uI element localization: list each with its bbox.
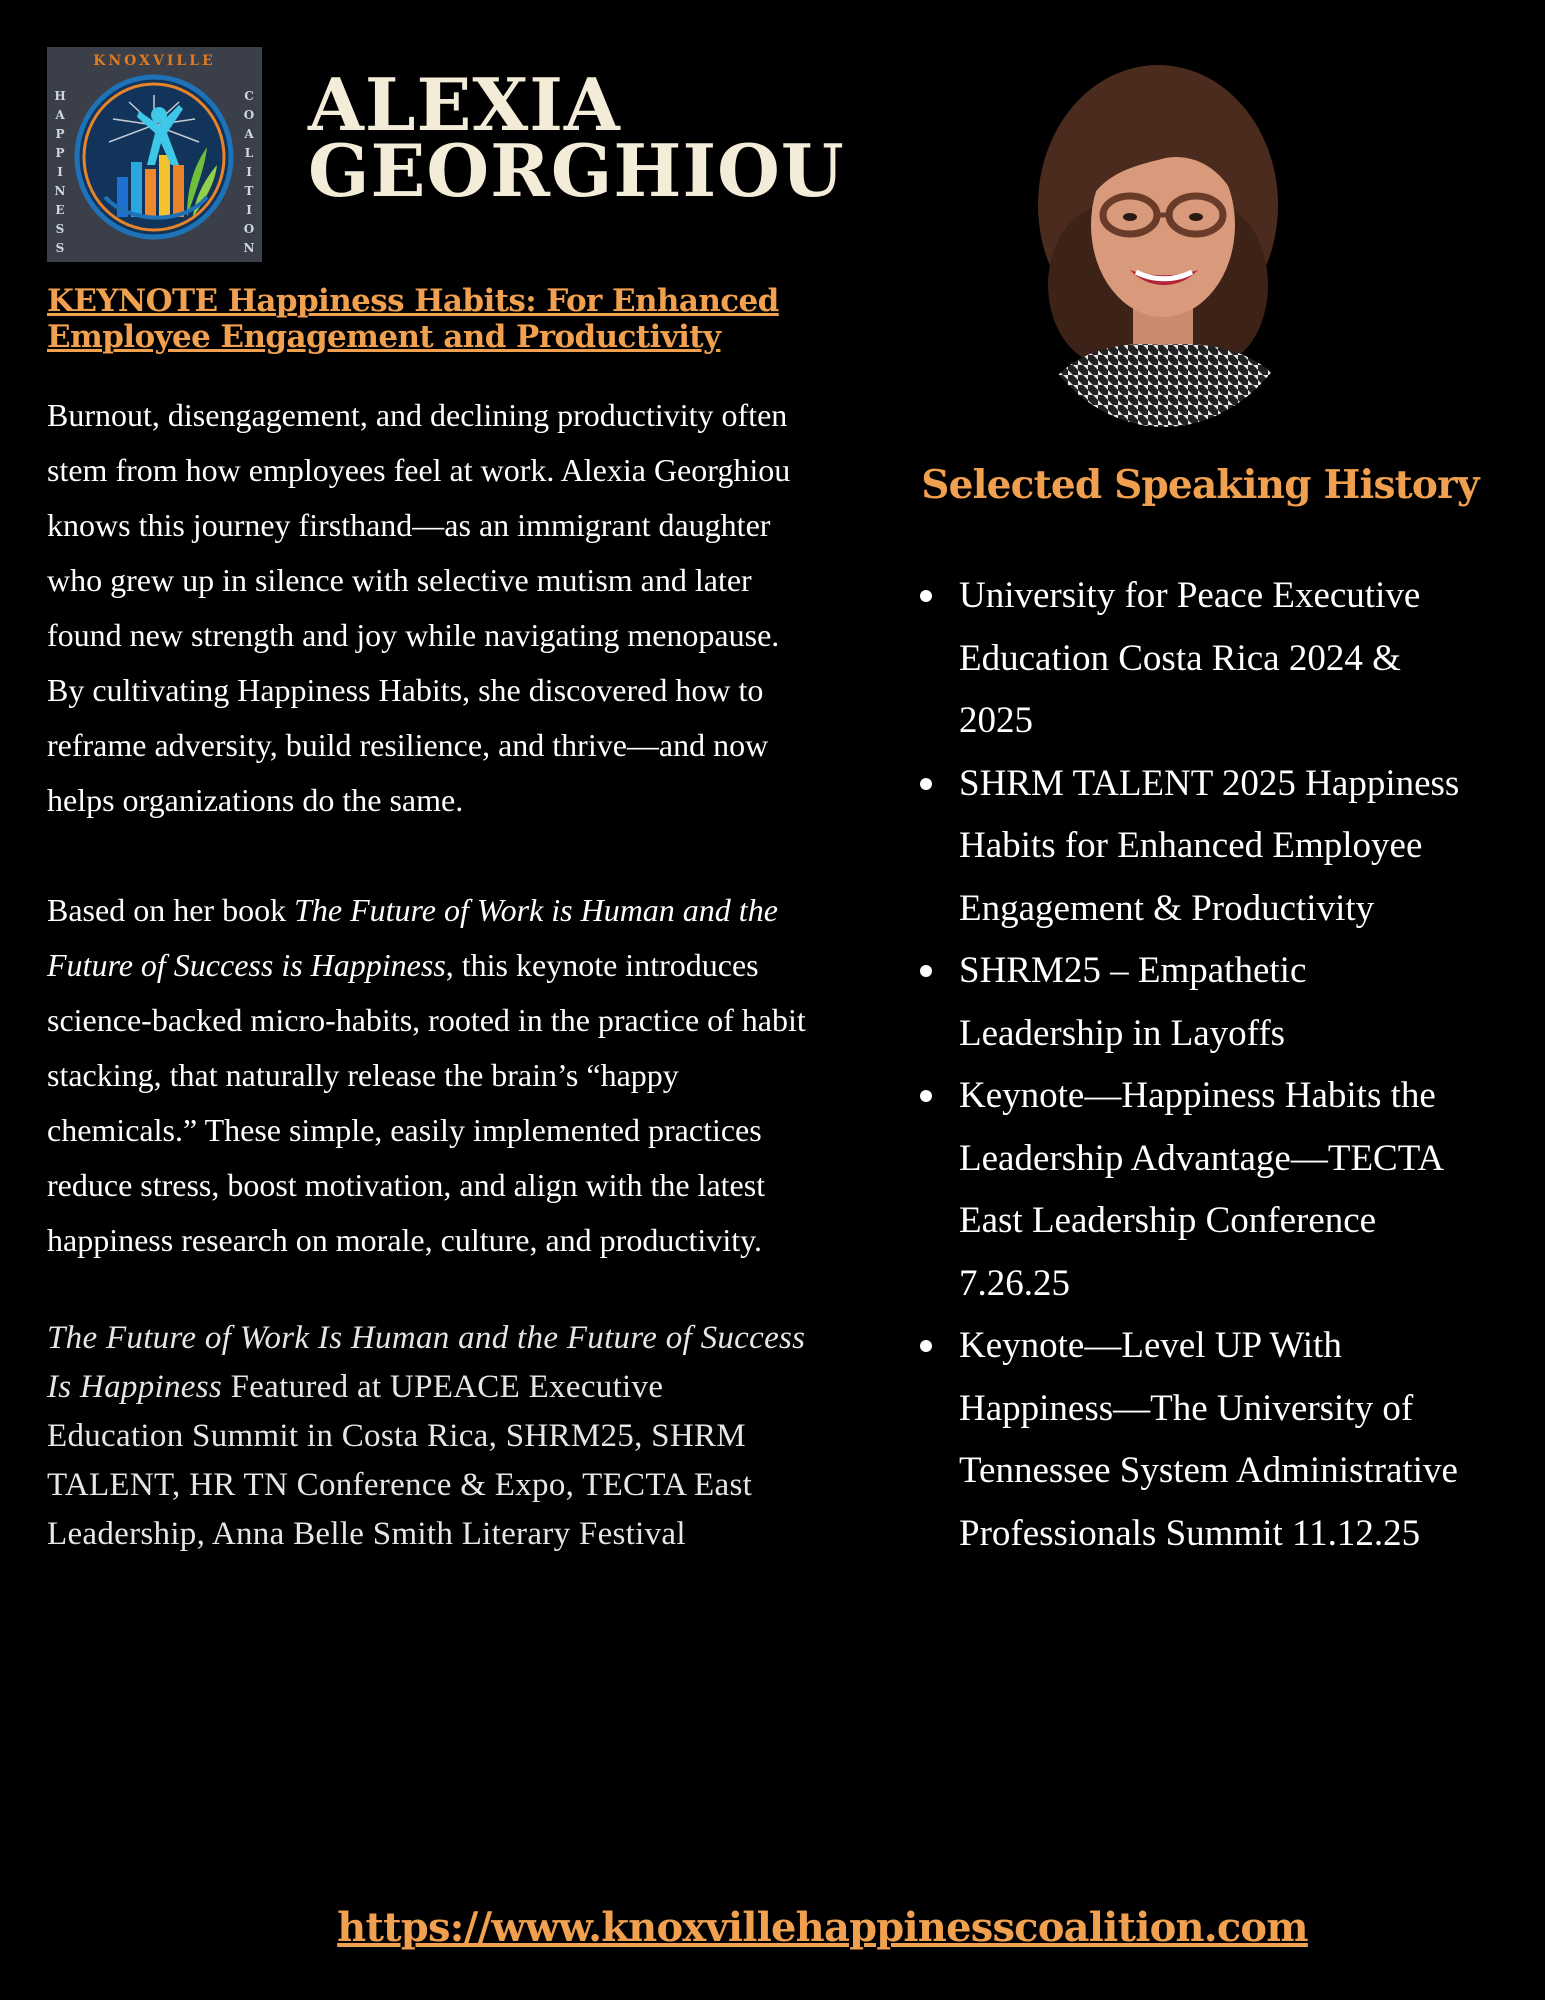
paragraph-2-prefix: Based on her book <box>47 892 295 928</box>
history-item <box>912 940 1472 1065</box>
logo-top-text: KNOXVILLE <box>93 53 216 69</box>
logo-left-text: H A P P I N E S S <box>54 89 66 255</box>
logo-right-text: C O A L I T I O N <box>243 89 255 255</box>
keynote-description <box>47 388 807 1559</box>
bullet-icon <box>920 965 932 977</box>
speaker-last-name: GEORGHIOU <box>308 128 845 213</box>
speaker-headshot <box>1008 55 1320 430</box>
featured-book-title: The Future of Work Is Human and the Future of Success Is Happiness <box>47 1320 806 1405</box>
featured-at-text <box>47 1314 807 1559</box>
history-item-text: Keynote—Level UP With Happiness—The University of Tennessee System Administrative Professionals Summit 11.12.25 <box>959 1325 1458 1554</box>
history-item <box>912 1065 1472 1315</box>
bullet-icon <box>920 778 932 790</box>
speaker-name <box>308 62 845 213</box>
bullet-icon <box>920 1340 932 1352</box>
keynote-title-link[interactable]: KEYNOTE Happiness Habits: For Enhanced Employee Engagement and Productivity <box>47 283 779 355</box>
history-item <box>912 1315 1472 1565</box>
keynote-paragraph-1: Burnout, disengagement, and declining productivity often stem from how employees feel at work. Alexia Georghiou knows this journey firsthand—as an immigrant daughter who grew up in silence with selective mutism and later found new strength and joy while navigating menopause. By cultivating Happiness Habits, she discovered how to reframe adversity, build resilience, and thrive—and now helps organizations do the same. <box>47 397 791 818</box>
history-item-text: Keynote—Happiness Habits the Leadership Advantage—TECTA East Leadership Conference 7.26.25 <box>959 1075 1443 1304</box>
keynote-paragraph-2 <box>47 883 807 1268</box>
history-item <box>912 565 1472 753</box>
speaking-history-list <box>912 565 1472 1565</box>
history-item-text: University for Peace Executive Education Costa Rica 2024 & 2025 <box>959 575 1421 741</box>
history-item <box>912 753 1472 941</box>
featured-venues: Featured at UPEACE Executive Education Summit in Costa Rica, SHRM25, SHRM TALENT, HR TN Conference & Expo, TECTA East Leadership, Anna Belle Smith Literary Festival <box>47 1369 753 1552</box>
speaking-history-heading: Selected Speaking History <box>921 462 1479 508</box>
headshot-graphic <box>1008 55 1320 430</box>
bullet-icon <box>920 590 932 602</box>
logo-graphic <box>47 47 262 262</box>
knoxville-happiness-coalition-logo <box>47 47 262 262</box>
history-item-text: SHRM TALENT 2025 Happiness Habits for Enhanced Employee Engagement & Productivity <box>959 762 1460 929</box>
history-item-text: SHRM25 – Empathetic Leadership in Layoffs <box>959 950 1307 1054</box>
bullet-icon <box>920 1090 932 1102</box>
book-title: The Future of Work is Human and the Future of Success is Happiness <box>47 892 778 983</box>
paragraph-2-suffix: , this keynote introduces science-backed micro-habits, rooted in the practice of habit stacking, that naturally release the brain’s “happy chemicals.” These simple, easily implemented practices reduce stress, boost motivation, and align with the latest happiness research on morale, culture, and productivity. <box>47 947 806 1258</box>
website-link[interactable]: https://www.knoxvillehappinesscoalition.com <box>337 1904 1308 1951</box>
speaker-first-name: ALEXIA <box>308 62 621 147</box>
